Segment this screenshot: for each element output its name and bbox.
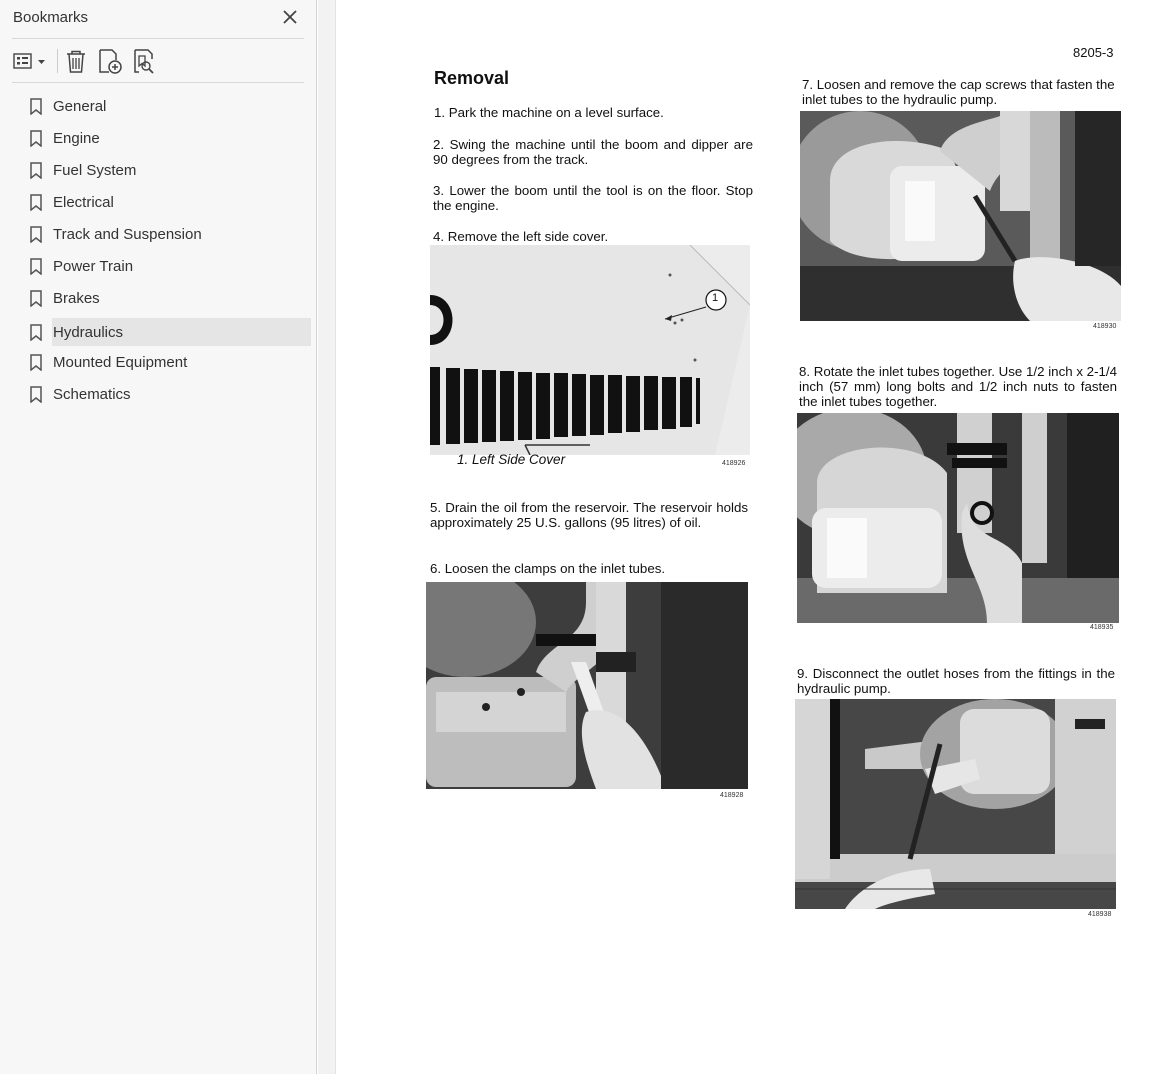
- left-side-cover-photo: [430, 245, 750, 455]
- figure-number: 418930: [1093, 323, 1117, 330]
- step-2: 2. Swing the machine until the boom and dipper are 90 degrees from the track.: [433, 137, 753, 167]
- bookmark-label: Power Train: [53, 258, 134, 275]
- step-5: 5. Drain the oil from the reservoir. The reservoir holds approximately 25 U.S. gallons (95 litres) of oil.: [430, 500, 748, 530]
- rotated-inlet-tubes-photo: [797, 413, 1119, 623]
- bookmark-label: Engine: [53, 130, 100, 147]
- bookmarks-panel: [0, 0, 317, 1074]
- bookmark-schematics[interactable]: [24, 380, 311, 408]
- bookmark-label: Mounted Equipment: [53, 354, 188, 371]
- figure-number: 418926: [722, 460, 746, 467]
- figure-number: 418928: [720, 792, 744, 799]
- bookmarks-header: [0, 0, 317, 38]
- delete-bookmark-icon[interactable]: [63, 47, 89, 75]
- step-3: 3. Lower the boom until the tool is on the floor. Stop the engine.: [433, 183, 753, 213]
- callout-number: 1: [712, 292, 719, 304]
- close-icon[interactable]: [279, 6, 301, 28]
- bookmark-general[interactable]: [24, 92, 311, 120]
- bookmarks-toolbar: [12, 44, 304, 78]
- section-heading: Removal: [434, 68, 510, 88]
- toolbar-separator: [57, 49, 58, 73]
- bookmark-engine[interactable]: [24, 124, 311, 152]
- bookmark-icon: [30, 258, 42, 275]
- panel-splitter[interactable]: [318, 0, 336, 1074]
- bookmark-icon: [30, 130, 42, 147]
- bookmark-brakes[interactable]: [24, 284, 311, 312]
- figure-number: 418935: [1090, 624, 1114, 631]
- bookmark-label: Electrical: [53, 194, 114, 211]
- bookmark-icon: [30, 354, 42, 371]
- step-4: 4. Remove the left side cover.: [433, 229, 609, 244]
- step-8: 8. Rotate the inlet tubes together. Use 1/2 inch x 2-1/4 inch (57 mm) long bolts and 1/2 inch nuts to fasten the inlet tubes together.: [799, 364, 1117, 409]
- add-bookmark-icon[interactable]: [96, 47, 124, 75]
- bookmark-mounted-equipment[interactable]: [24, 348, 311, 376]
- bookmark-icon: [30, 162, 42, 179]
- bookmark-fuel-system[interactable]: [24, 156, 311, 184]
- bookmark-label: Fuel System: [53, 162, 137, 179]
- bookmark-icon: [30, 194, 42, 211]
- bookmark-electrical[interactable]: [24, 188, 311, 216]
- divider: [12, 38, 304, 39]
- bookmark-icon: [30, 324, 42, 341]
- bookmark-hydraulics[interactable]: [24, 318, 311, 346]
- bookmark-label: General: [53, 98, 107, 115]
- step-7: 7. Loosen and remove the cap screws that fasten the inlet tubes to the hydraulic pump.: [802, 77, 1115, 107]
- bookmark-label: Hydraulics: [53, 324, 124, 341]
- outlet-hoses-photo: [795, 699, 1116, 909]
- bookmark-label: Schematics: [53, 386, 131, 403]
- step-9: 9. Disconnect the outlet hoses from the fittings in the hydraulic pump.: [797, 666, 1115, 696]
- options-menu-icon[interactable]: [12, 47, 48, 75]
- step-1: 1. Park the machine on a level surface.: [434, 105, 664, 120]
- bookmark-label: Brakes: [53, 290, 100, 307]
- figure-number: 418938: [1088, 911, 1112, 918]
- bookmark-icon: [30, 226, 42, 243]
- bookmark-search-icon[interactable]: [131, 47, 159, 75]
- bookmark-track-and-suspension[interactable]: [24, 220, 311, 248]
- bookmark-icon: [30, 98, 42, 115]
- bookmark-icon: [30, 290, 42, 307]
- inlet-tube-clamps-photo: [426, 582, 748, 789]
- bookmark-icon: [30, 386, 42, 403]
- cap-screws-photo: [800, 111, 1121, 321]
- divider: [12, 82, 304, 83]
- bookmarks-title: Bookmarks: [13, 9, 89, 26]
- document-viewer[interactable]: [318, 0, 1167, 1074]
- step-6: 6. Loosen the clamps on the inlet tubes.: [430, 561, 666, 576]
- figure-caption: 1. Left Side Cover: [457, 452, 566, 467]
- bookmark-power-train[interactable]: [24, 252, 311, 280]
- page-number: 8205-3: [1073, 45, 1114, 60]
- bookmark-label: Track and Suspension: [53, 226, 202, 243]
